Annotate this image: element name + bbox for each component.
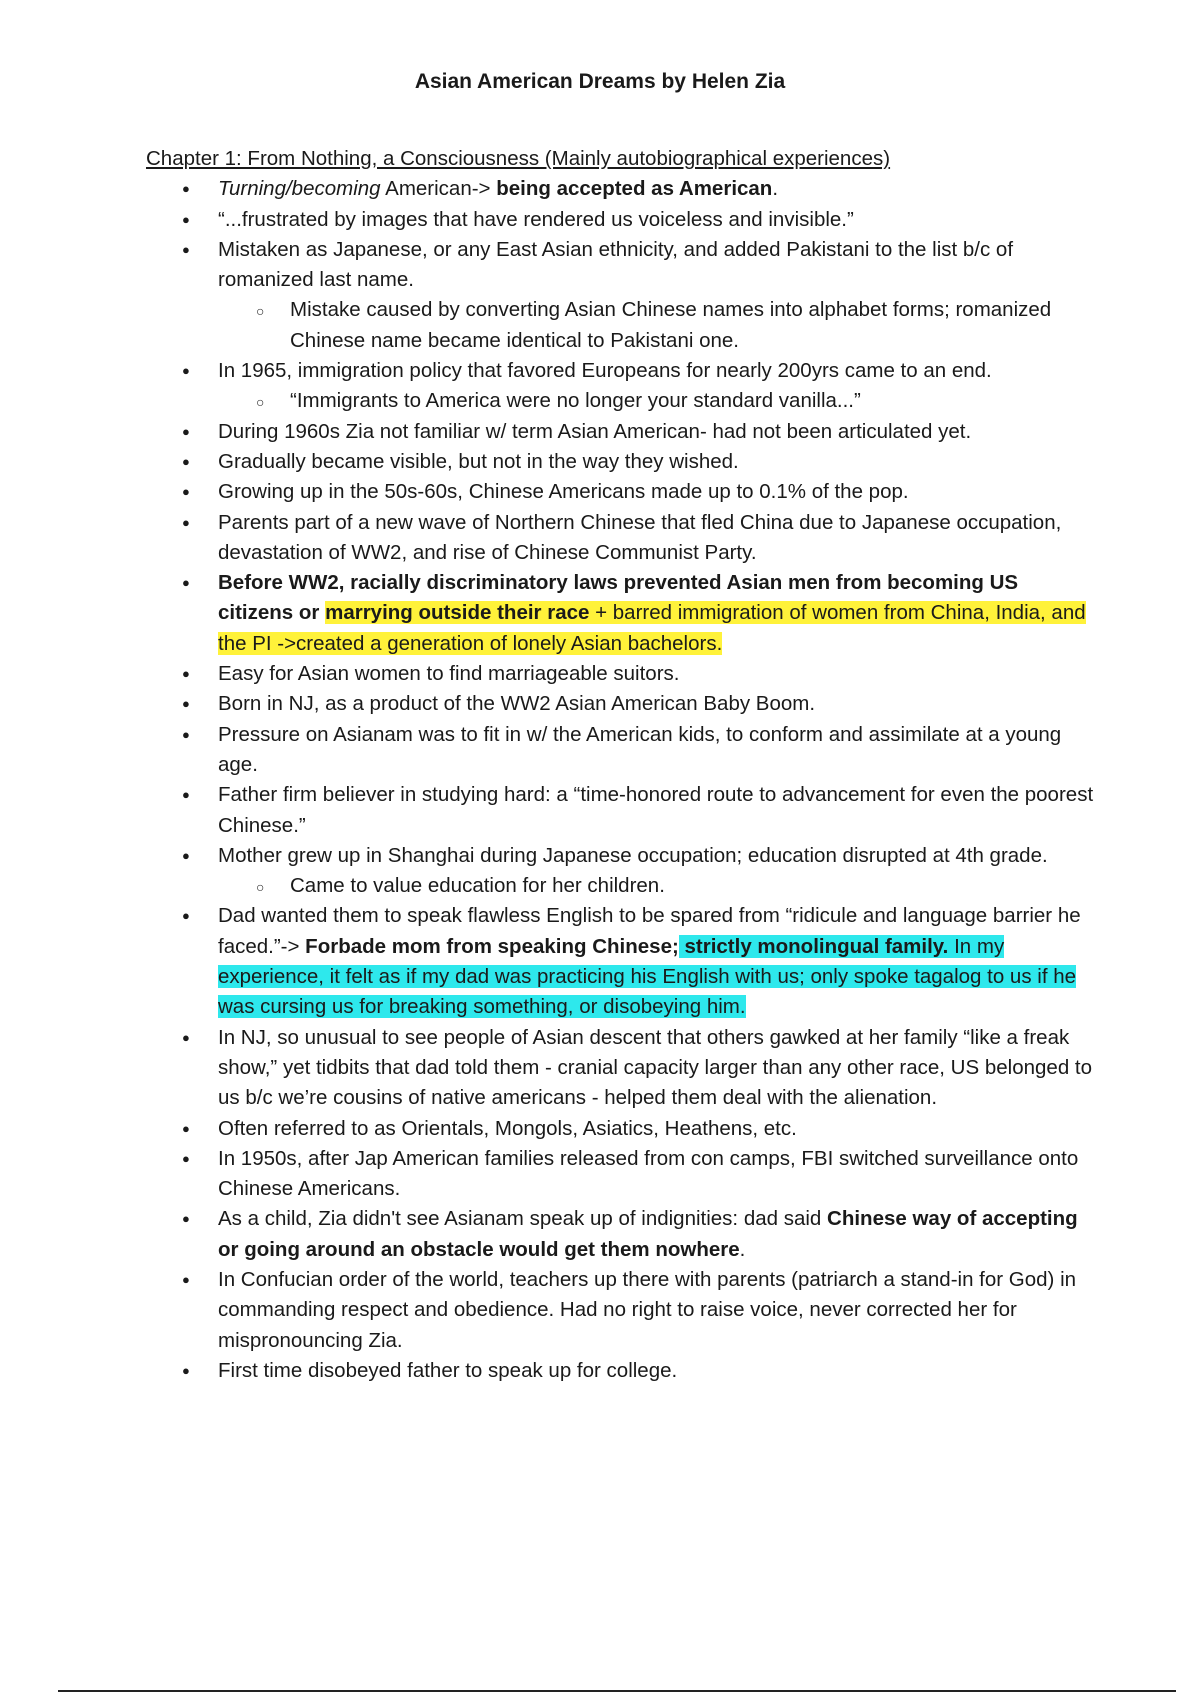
list-item: ● Mother grew up in Shanghai during Japanese occupation; education disrupted at 4th grade. ○ Came to value education for her children. <box>146 841 1096 902</box>
list-item: ● Father firm believer in studying hard: a “time-honored route to advancement for even the poorest Chinese.” <box>146 780 1096 841</box>
list-item: ● Mistaken as Japanese, or any East Asian ethnicity, and added Pakistani to the list b/c of romanized last name. ○ Mistake caused by converting Asian Chinese names into alphabet forms; romanized Chinese name became identical to Pakistani one. <box>146 235 1096 356</box>
list-item: ● Born in NJ, as a product of the WW2 Asian American Baby Boom. <box>146 689 1096 719</box>
list-item: ● Gradually became visible, but not in the way they wished. <box>146 447 1096 477</box>
list-item: ● Easy for Asian women to find marriageable suitors. <box>146 659 1096 689</box>
list-item: ● Turning/becoming American-> being accepted as American. <box>146 174 1096 204</box>
highlighted-text: + barred immigration of women from China, India, and the PI ->created a generation of lonely Asian bachelors. <box>218 601 1086 655</box>
sub-list <box>218 871 1096 901</box>
document-body <box>146 144 1096 1386</box>
list-item: ● First time disobeyed father to speak up for college. <box>146 1356 1096 1386</box>
list-item: ● In 1950s, after Jap American families released from con camps, FBI switched surveillance onto Chinese Americans. <box>146 1144 1096 1205</box>
list-item: ● In NJ, so unusual to see people of Asian descent that others gawked at her family “like a freak show,” yet tidbits that dad told them - cranial capacity larger than any other race, US belonged to us b/c we’re cousins of native americans - helped them deal with the alienation. <box>146 1023 1096 1114</box>
list-item: ● Parents part of a new wave of Northern Chinese that fled China due to Japanese occupation, devastation of WW2, and rise of Chinese Communist Party. <box>146 508 1096 569</box>
sub-list-item: ○ “Immigrants to America were no longer your standard vanilla...” <box>218 386 1096 416</box>
chapter-heading: Chapter 1: From Nothing, a Consciousness (Mainly autobiographical experiences) <box>146 147 891 170</box>
list-item: ● “...frustrated by images that have rendered us voiceless and invisible.” <box>146 205 1096 235</box>
sub-list-item: ○ Came to value education for her children. <box>218 871 1096 901</box>
list-item: ● Dad wanted them to speak flawless English to be spared from “ridicule and language barrier he faced.”-> Forbade mom from speaking Chinese; strictly monolingual family. In my experience, it felt as if my dad was practicing his English with us; only spoke tagalog to us if he was cursing us for breaking something, or disobeying him. <box>146 901 1096 1022</box>
highlighted-text: In my experience, it felt as if my dad was practicing his English with us; only spoke tagalog to us if he was cursing us for breaking something, or disobeying him. <box>218 934 1077 1019</box>
list-item: ● During 1960s Zia not familiar w/ term Asian American- had not been articulated yet. <box>146 417 1096 447</box>
highlighted-text: marrying outside their race <box>325 601 590 625</box>
sub-list-item: ○ Mistake caused by converting Asian Chinese names into alphabet forms; romanized Chinese name became identical to Pakistani one. <box>218 295 1096 356</box>
notes-list <box>146 174 1096 1386</box>
list-item: ● As a child, Zia didn't see Asianam speak up of indignities: dad said Chinese way of accepting or going around an obstacle would get them nowhere. <box>146 1204 1096 1265</box>
footer-divider <box>58 1690 1176 1692</box>
list-item: ● Often referred to as Orientals, Mongols, Asiatics, Heathens, etc. <box>146 1114 1096 1144</box>
list-item: ● Before WW2, racially discriminatory laws prevented Asian men from becoming US citizens or marrying outside their race + barred immigration of women from China, India, and the PI ->created a generation of lonely Asian bachelors. <box>146 568 1096 659</box>
document-title: Asian American Dreams by Helen Zia <box>414 70 786 93</box>
sub-list <box>218 295 1096 356</box>
list-item: ● Pressure on Asianam was to fit in w/ the American kids, to conform and assimilate at a young age. <box>146 720 1096 781</box>
list-item: ● In Confucian order of the world, teachers up there with parents (patriarch a stand-in for God) in commanding respect and obedience. Had no right to raise voice, never corrected her for mispronouncing Zia. <box>146 1265 1096 1356</box>
sub-list <box>218 386 1096 416</box>
list-item: ● In 1965, immigration policy that favored Europeans for nearly 200yrs came to an end. ○ “Immigrants to America were no longer your standard vanilla...” <box>146 356 1096 417</box>
list-item: ● Growing up in the 50s-60s, Chinese Americans made up to 0.1% of the pop. <box>146 477 1096 507</box>
highlighted-text: strictly monolingual family. <box>678 934 949 958</box>
